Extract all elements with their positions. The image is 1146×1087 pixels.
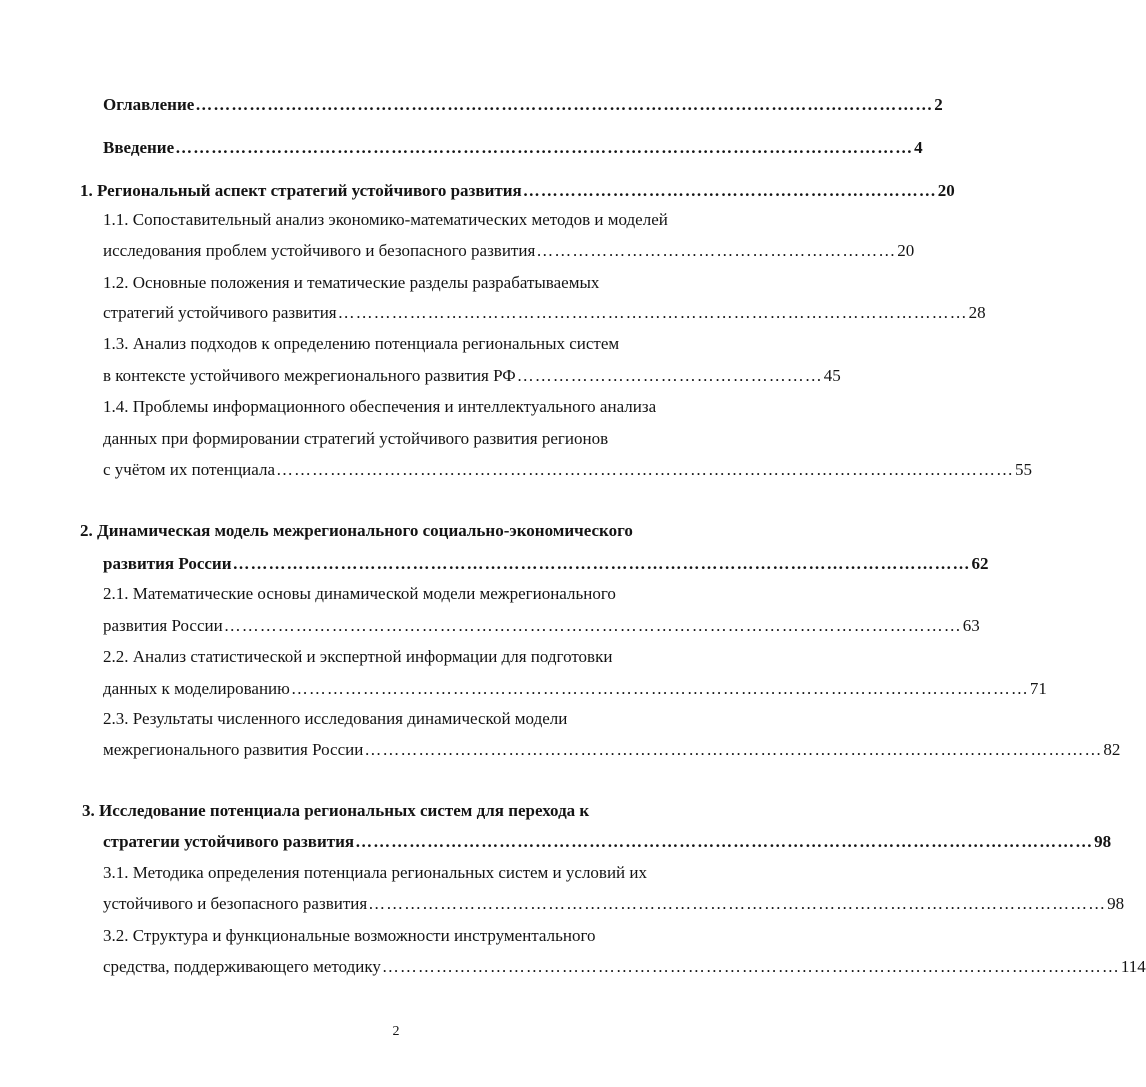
toc-section-3-1 bbox=[103, 893, 1125, 915]
section-title: в контексте устойчивого межрегионального развития РФ bbox=[103, 366, 516, 385]
toc-section-1-4-line-1: 1.4. Проблемы информационного обеспечения и интеллектуального анализа bbox=[103, 397, 657, 416]
section-page: 71 bbox=[1029, 679, 1047, 698]
toc-section-1-1-line-1: 1.1. Сопоставительный анализ экономико-математических методов и моделей bbox=[103, 210, 668, 229]
toc-section-3-1-line-1: 3.1. Методика определения потенциала региональных систем и условий их bbox=[103, 863, 647, 882]
toc-section-2-1 bbox=[103, 615, 980, 637]
toc-section-1-1 bbox=[103, 240, 915, 262]
leader-dots: …………………………………………………………………………………………………………… bbox=[195, 95, 934, 114]
toc-chapter-2 bbox=[103, 553, 989, 575]
section-title: устойчивого и безопасного развития bbox=[103, 894, 368, 913]
toc-section-2-3-line-1: 2.3. Результаты численного исследования динамической модели bbox=[103, 709, 568, 728]
section-title: стратегий устойчивого развития bbox=[103, 303, 337, 322]
section-title: с учётом их потенциала bbox=[103, 460, 275, 479]
leader-dots: …………………………………………………………………………………………………………… bbox=[276, 460, 1014, 479]
leader-dots: …………………………………………………………… bbox=[522, 181, 937, 200]
section-page: 63 bbox=[962, 616, 980, 635]
toc-section-1-3-line-1: 1.3. Анализ подходов к определению потенциала региональных систем bbox=[103, 334, 620, 353]
toc-section-1-2-line-1: 1.2. Основные положения и тематические разделы разрабатываемых bbox=[103, 273, 600, 292]
toc-entry-intro bbox=[103, 137, 923, 159]
leader-dots: …………………………………………………………………………………………………………… bbox=[232, 554, 971, 573]
toc-section-1-2 bbox=[103, 302, 986, 324]
toc-section-2-2 bbox=[103, 678, 1047, 700]
chapter-title: стратегии устойчивого развития bbox=[103, 832, 355, 851]
entry-title: Введение bbox=[103, 138, 175, 157]
toc-chapter-3 bbox=[103, 831, 1112, 853]
page-number: 2 bbox=[392, 1024, 400, 1039]
section-page: 45 bbox=[823, 366, 841, 385]
leader-dots: …………………………………………………………………………………………… bbox=[337, 303, 968, 322]
leader-dots: …………………………………………… bbox=[516, 366, 823, 385]
chapter-page: 20 bbox=[937, 181, 955, 200]
chapter-page: 62 bbox=[971, 554, 989, 573]
toc-section-2-3 bbox=[103, 739, 1121, 761]
leader-dots: …………………………………………………………………………………………………………… bbox=[290, 679, 1029, 698]
toc-chapter-1 bbox=[80, 180, 955, 202]
chapter-title: 1. Региональный аспект стратегий устойчивого развития bbox=[80, 181, 522, 200]
section-title: развития России bbox=[103, 616, 223, 635]
toc-section-1-3 bbox=[103, 365, 841, 387]
section-title: данных к моделированию bbox=[103, 679, 290, 698]
section-page: 114 bbox=[1120, 957, 1146, 976]
section-page: 20 bbox=[897, 241, 915, 260]
section-title: межрегионального развития России bbox=[103, 740, 364, 759]
section-page: 98 bbox=[1107, 894, 1125, 913]
leader-dots: …………………………………………………………………………………………………………… bbox=[175, 138, 914, 157]
entry-page: 4 bbox=[914, 138, 923, 157]
section-title: средства, поддерживающего методику bbox=[103, 957, 381, 976]
leader-dots: …………………………………………………………………………………………………………… bbox=[381, 957, 1120, 976]
leader-dots: …………………………………………………………………………………………………………… bbox=[364, 740, 1103, 759]
leader-dots: …………………………………………………………………………………………………………… bbox=[223, 616, 962, 635]
leader-dots: …………………………………………………………………………………………………………… bbox=[355, 832, 1094, 851]
leader-dots: …………………………………………………… bbox=[536, 241, 897, 260]
chapter-page: 98 bbox=[1094, 832, 1112, 851]
toc-section-2-2-line-1: 2.2. Анализ статистической и экспертной информации для подготовки bbox=[103, 647, 613, 666]
entry-title: Оглавление bbox=[103, 95, 195, 114]
toc-entry-contents bbox=[103, 94, 943, 116]
entry-page: 2 bbox=[934, 95, 943, 114]
leader-dots: …………………………………………………………………………………………………………… bbox=[368, 894, 1107, 913]
toc-chapter-2-line-1: 2. Динамическая модель межрегионального социально-экономического bbox=[80, 521, 633, 540]
section-page: 82 bbox=[1103, 740, 1121, 759]
section-page: 28 bbox=[968, 303, 986, 322]
toc-section-1-4-line-2: данных при формировании стратегий устойчивого развития регионов bbox=[103, 429, 609, 448]
toc-section-3-2-line-1: 3.2. Структура и функциональные возможности инструментального bbox=[103, 926, 596, 945]
toc-chapter-3-line-1: 3. Исследование потенциала региональных систем для перехода к bbox=[82, 801, 590, 820]
chapter-title: развития России bbox=[103, 554, 232, 573]
section-page: 55 bbox=[1015, 460, 1032, 479]
section-title: исследования проблем устойчивого и безопасного развития bbox=[103, 241, 536, 260]
toc-section-1-4 bbox=[103, 459, 1032, 481]
toc-section-3-2 bbox=[103, 956, 1146, 978]
toc-section-2-1-line-1: 2.1. Математические основы динамической модели межрегионального bbox=[103, 584, 616, 603]
